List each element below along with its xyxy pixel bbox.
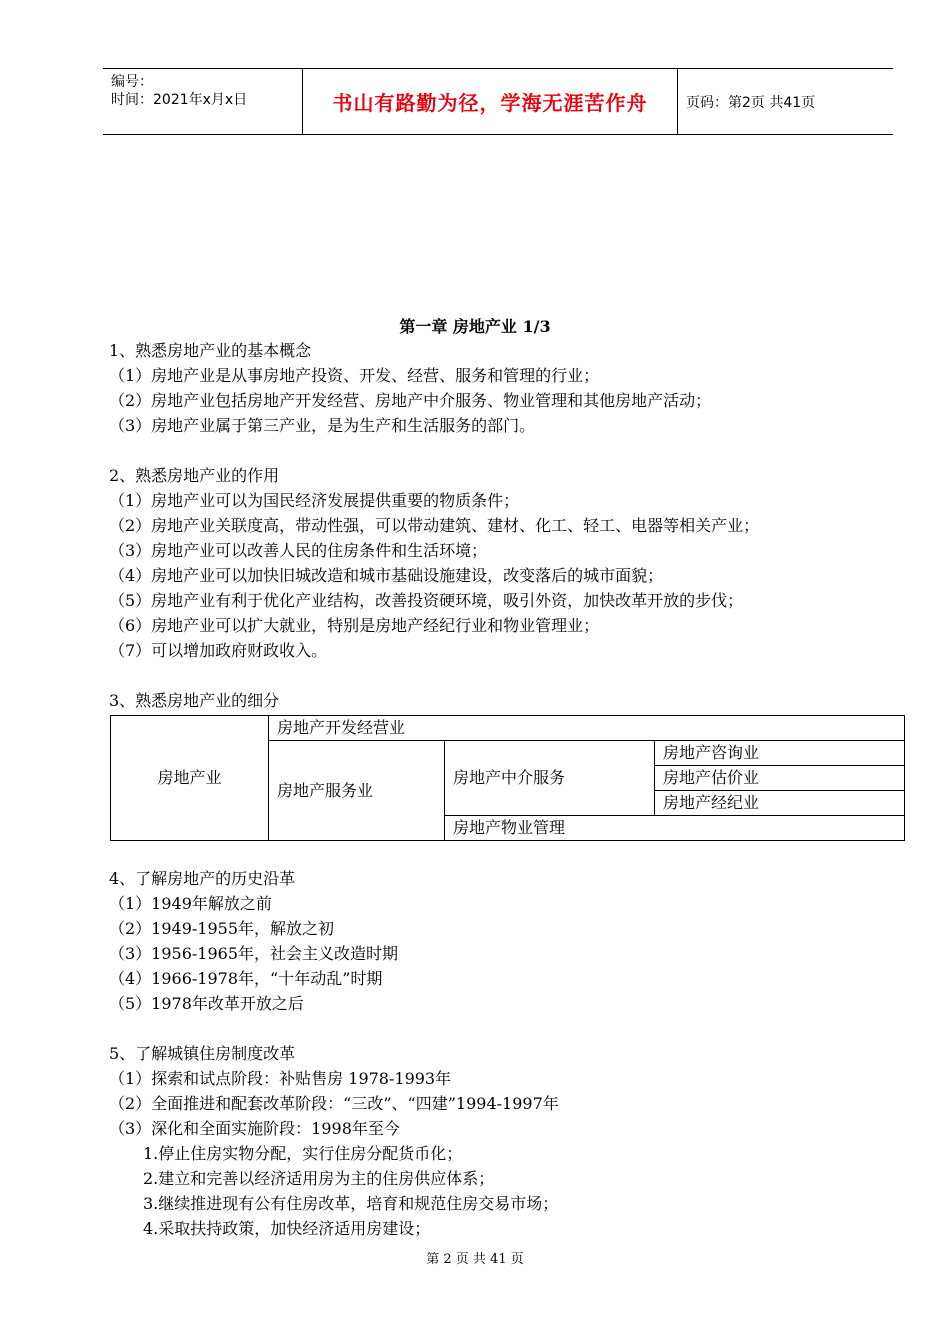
list-item: （4）1966-1978年，“十年动乱”时期: [109, 969, 383, 988]
table-cell-service: 房地产服务业: [269, 741, 445, 841]
list-item: （5）1978年改革开放之后: [109, 994, 304, 1013]
list-item: （7）可以增加政府财政收入。: [109, 641, 328, 660]
industry-breakdown-table: [110, 715, 905, 841]
list-item: （3）1956-1965年，社会主义改造时期: [109, 944, 399, 963]
spacer: [109, 841, 909, 866]
number-label: 编号：: [111, 74, 153, 90]
header-meta: [103, 69, 303, 134]
table-cell-agency: 房地产中介服务: [445, 741, 655, 816]
sub-list-item: 1.停止住房实物分配，实行住房分配货币化；: [143, 1144, 463, 1163]
page-footer: 第 2 页 共 41 页: [426, 1252, 524, 1267]
list-item: （3）深化和全面实施阶段：1998年至今: [109, 1119, 400, 1138]
table-cell-appraisal: 房地产估价业: [655, 766, 905, 791]
list-item: （4）房地产业可以加快旧城改造和城市基础设施建设，改变落后的城市面貌；: [109, 566, 664, 585]
section-2-heading: 2、熟悉房地产业的作用: [109, 466, 280, 485]
table-cell-consulting: 房地产咨询业: [655, 741, 905, 766]
spacer: [109, 663, 909, 688]
spacer: [109, 438, 909, 463]
document-body: [109, 338, 909, 1241]
list-item: （2）全面推进和配套改革阶段：“三改”、“四建”1994-1997年: [109, 1094, 559, 1113]
list-item: （3）房地产业可以改善人民的住房条件和生活环境；: [109, 541, 488, 560]
page-header: [103, 68, 893, 135]
sub-list-item: 2.建立和完善以经济适用房为主的住房供应体系；: [143, 1169, 495, 1188]
list-item: （6）房地产业可以扩大就业，特别是房地产经纪行业和物业管理业；: [109, 616, 600, 635]
date-label: 时间：2021年x月x日: [111, 92, 248, 108]
table-cell-brokerage: 房地产经纪业: [655, 791, 905, 816]
table-cell-root: 房地产业: [111, 716, 269, 841]
section-1-heading: 1、熟悉房地产业的基本概念: [109, 341, 312, 360]
list-item: （1）1949年解放之前: [109, 894, 272, 913]
table-cell-development: 房地产开发经营业: [269, 716, 905, 741]
list-item: （3）房地产业属于第三产业，是为生产和生活服务的部门。: [109, 416, 536, 435]
list-item: （2）房地产业包括房地产开发经营、房地产中介服务、物业管理和其他房地产活动；: [109, 391, 712, 410]
list-item: （1）探索和试点阶段：补贴售房 1978-1993年: [109, 1069, 452, 1088]
table-cell-property-mgmt: 房地产物业管理: [445, 816, 905, 841]
list-item: （2）1949-1955年，解放之初: [109, 919, 335, 938]
sub-list-item: 3.继续推进现有公有住房改革，培育和规范住房交易市场；: [143, 1194, 559, 1213]
section-5-heading: 5、了解城镇住房制度改革: [109, 1044, 296, 1063]
header-motto: 书山有路勤为径，学海无涯苦作舟: [303, 69, 678, 134]
sub-list-item: 4.采取扶持政策，加快经济适用房建设；: [143, 1219, 431, 1238]
header-page-info: 页码：第2页 共41页: [686, 94, 816, 111]
spacer: [109, 1016, 909, 1041]
list-item: （5）房地产业有利于优化产业结构，改善投资硬环境，吸引外资，加快改革开放的步伐；: [109, 591, 744, 610]
section-4-heading: 4、了解房地产的历史沿革: [109, 869, 296, 888]
section-3-heading: 3、熟悉房地产业的细分: [109, 691, 280, 710]
list-item: （1）房地产业可以为国民经济发展提供重要的物质条件；: [109, 491, 520, 510]
chapter-title: 第一章 房地产业 1/3: [399, 317, 551, 336]
list-item: （1）房地产业是从事房地产投资、开发、经营、服务和管理的行业；: [109, 366, 600, 385]
list-item: （2）房地产业关联度高，带动性强，可以带动建筑、建材、化工、轻工、电器等相关产业；: [109, 516, 760, 535]
